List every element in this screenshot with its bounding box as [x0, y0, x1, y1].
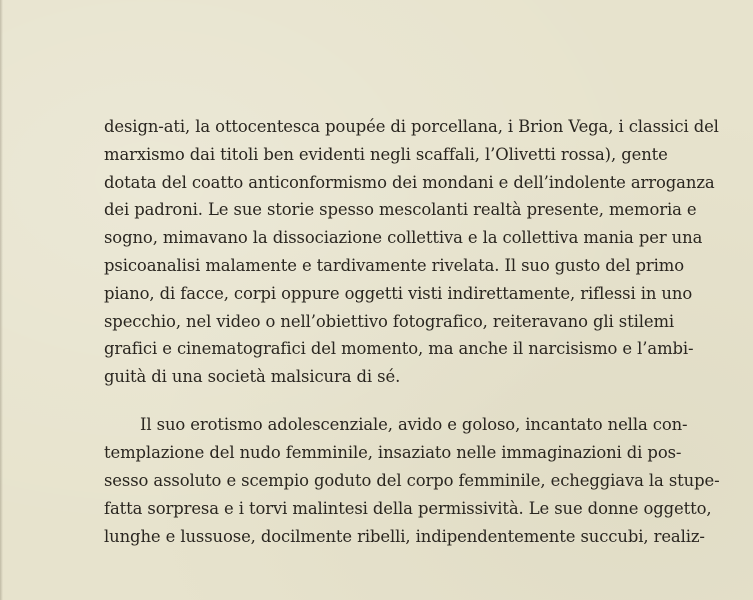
- text-line: marxismo dai titoli ben evidenti negli scaffali, l’Olivetti rossa), gente: [104, 144, 668, 164]
- paragraph-2: [104, 411, 720, 550]
- text-line: psicoanalisi malamente e tardivamente rivelata. Il suo gusto del primo: [104, 255, 684, 275]
- text-line: fatta sorpresa e i torvi malintesi della permissività. Le sue donne oggetto,: [104, 498, 712, 518]
- text-line: sogno, mimavano la dissociazione collettiva e la collettiva mania per una: [104, 228, 703, 248]
- text-line: dotata del coatto anticonformismo dei mondani e dell’indolente arroganza: [104, 172, 715, 192]
- text-line: guità di una società malsicura di sé.: [104, 367, 401, 387]
- text-line: piano, di facce, corpi oppure oggetti visti indirettamente, riflessi in uno: [104, 283, 693, 303]
- text-line: Il suo erotismo adolescenziale, avido e goloso, incantato nella con-: [140, 415, 688, 435]
- page-edge: [0, 0, 3, 600]
- text-line: dei padroni. Le sue storie spesso mescolanti realtà presente, memoria e: [104, 200, 697, 220]
- text-line: design-ati, la ottocentesca poupée di porcellana, i Brion Vega, i classici del: [104, 117, 719, 136]
- paragraph-1: [104, 113, 719, 391]
- body-text: [104, 113, 720, 550]
- text-line: grafici e cinematografici del momento, ma anche il narcisismo e l’ambi-: [104, 339, 694, 359]
- text-line: templazione del nudo femminile, insaziato nelle immaginazioni di pos-: [104, 443, 682, 463]
- text-line: sesso assoluto e scempio goduto del corpo femminile, echeggiava la stupe-: [104, 471, 720, 491]
- text-line: specchio, nel video o nell’obiettivo fotografico, reiteravano gli stilemi: [104, 311, 675, 331]
- text-line: lunghe e lussuose, docilmente ribelli, indipendentemente succubi, realiz-: [104, 526, 705, 546]
